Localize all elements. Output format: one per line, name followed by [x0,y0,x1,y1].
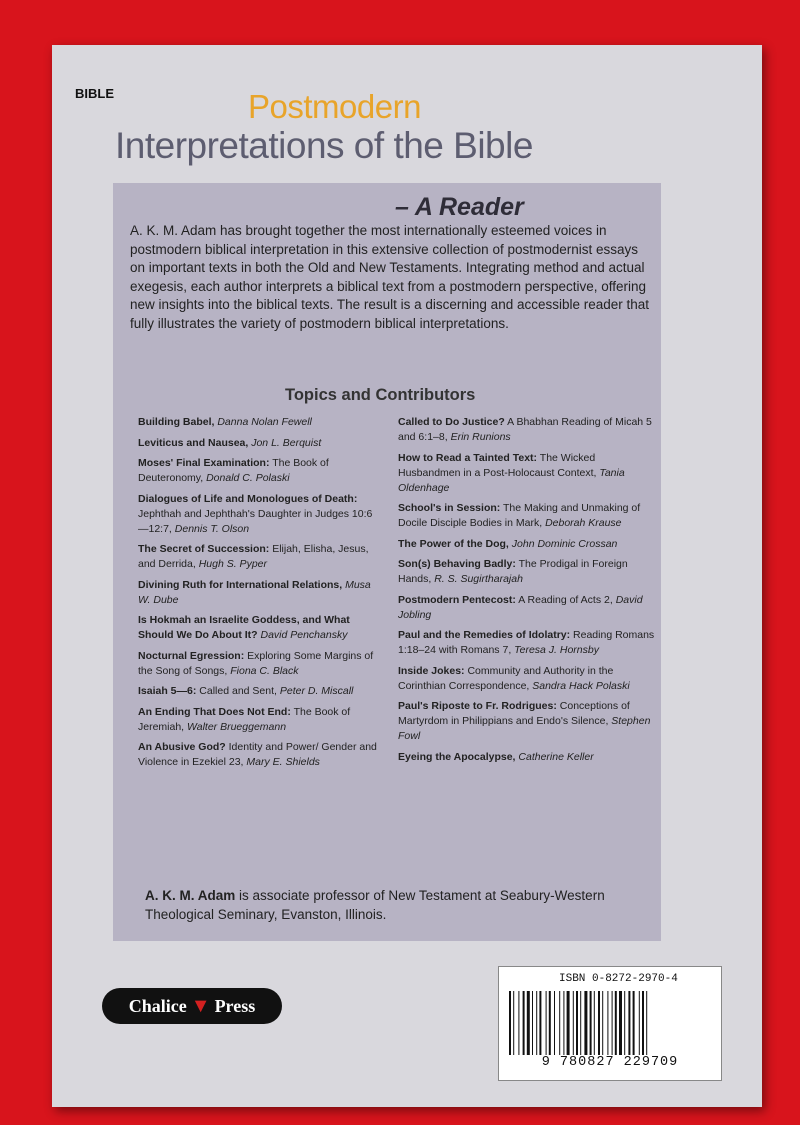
topic-title: How to Read a Tainted Text: [398,451,538,464]
topic-subtitle: A Reading of Acts 2, [518,593,613,606]
topic-entry [398,557,656,587]
topic-subtitle: Conceptions of Martyrdom in Philippians and Endo's Silence, [398,700,630,727]
topic-title: Called to Do Justice? [398,416,505,428]
about-author [145,886,655,924]
topic-title: Paul's Riposte to Fr. Rodrigues: [398,700,557,712]
topic-subtitle: Called and Sent, [199,685,277,697]
title-main: Interpretations of the Bible [115,125,533,166]
barcode-bar [573,991,574,1055]
topics-heading: Topics and Contributors [285,386,476,404]
topic-entry [138,740,378,770]
topic-entry [398,501,656,531]
contributor-name: Teresa J. Hornsby [514,644,599,656]
publisher-logo [102,988,282,1024]
book-description: A. K. M. Adam has brought together the most internationally esteemed voices in postmodern biblical interpretation in this extensive collection of postmodernist essays on important texts in both the Old and New Testaments. Integrating method and actual exegesis, each author interprets a biblical text from a postmodern perspective, offering new insights into the biblical texts. The result is a discerning and accessible reader that fully illustrates the variety of postmodern biblical interpretations. [130,223,650,331]
topic-subtitle: The Making and Unmaking of Docile Disciple Bodies in Mark, [398,502,641,529]
barcode-bar [615,991,617,1055]
topic-title: Leviticus and Nausea, [138,436,249,449]
barcode-bar [639,991,640,1055]
barcode-bar [546,991,547,1055]
chalice-icon: ▼ [190,994,211,1017]
barcode-bar [513,991,514,1055]
contributor-name: David Penchansky [260,629,348,641]
contributor-name: Walter Brueggemann [187,720,287,733]
topic-title: Eyeing the Apocalypse, [398,750,516,763]
topic-title: An Abusive God? [138,741,226,753]
topic-subtitle: Elijah, Elisha, Jesus, and Derrida, [138,543,369,570]
barcode-bar [584,991,587,1055]
barcode-bar [602,991,603,1055]
barcode-bar [567,991,570,1055]
topic-entry [138,684,378,699]
topic-subtitle: A Bhabhan Reading of Micah 5 and 6:1–8, [398,416,652,443]
topic-title: Nocturnal Egression: [138,649,245,662]
barcode-bar [539,991,541,1055]
topic-title: Building Babel, [138,416,215,428]
contributor-name: R. S. Sugirtharajah [434,573,523,585]
contributor-name: Musa W. Dube [138,578,371,606]
barcode-bar [576,991,578,1055]
barcode-bar [523,991,525,1055]
barcode-bar [646,991,647,1055]
topic-entry [138,436,378,451]
contributor-name: Erin Runions [450,431,511,443]
topic-entry [138,415,378,430]
topic-subtitle: Reading Romans 1:18–24 with Romans 7, [398,629,655,656]
contributor-name: Deborah Krause [545,517,622,529]
barcode-bar [619,991,622,1055]
topics-right-column [398,415,656,770]
topic-entry [138,649,378,679]
topic-title: Divining Ruth for International Relations, [138,578,343,591]
barcode-bar [536,991,537,1055]
topic-entry [138,613,378,643]
contributor-name: Jon L. Berquist [251,436,322,449]
barcode-bar [590,991,592,1055]
topic-entry [138,492,378,537]
topic-title: The Power of the Dog, [398,537,509,550]
barcode-bar [633,991,635,1055]
topic-title: Moses' Final Examination: [138,457,270,469]
title-postmodern: Postmodern [248,88,421,125]
topic-title: Inside Jokes: [398,664,465,677]
topic-entry [138,542,378,572]
isbn: ISBN 0-8272-2970-4 [559,973,678,985]
barcode-number: 9 780827 229709 [541,1055,679,1070]
topic-entry [398,628,656,658]
category-label: BIBLE [75,86,114,101]
contributor-name: Peter D. Miscall [279,685,354,697]
author-bio: is associate professor of New Testament at Seabury-Western Theological Seminary, Evanston, Illinois. [145,888,605,922]
contributor-name: Sandra Hack Polaski [532,679,630,692]
barcode-bar [527,991,530,1055]
topic-title: The Secret of Succession: [138,543,270,555]
barcode-bars [507,991,713,1055]
contributor-name: Hugh S. Pyper [198,558,267,570]
topic-entry [398,537,656,552]
publisher-name-right: Press [214,995,256,1016]
barcode-bar [628,991,630,1055]
topic-entry [398,593,656,623]
topic-title: Is Hokmah an Israelite Goddess, and What Should We Do About It? [138,614,350,641]
topic-title: Dialogues of Life and Monologues of Death: [138,492,358,505]
contributor-name: Danna Nolan Fewell [217,416,312,428]
topic-entry [398,699,656,744]
barcode-bar [624,991,625,1055]
barcode-bar [580,991,581,1055]
topic-title: Postmodern Pentecost: [398,593,516,606]
barcode-bar [612,991,613,1055]
topic-subtitle: The Wicked Husbandmen in a Post-Holocaust Context, [398,451,597,479]
publisher-name-left: Chalice [128,995,187,1016]
topic-entry [398,415,656,445]
topic-entry [398,451,656,496]
topic-subtitle: Exploring Some Margins of the Song of Songs, [138,649,374,677]
topic-entry [398,750,656,765]
contributor-name: John Dominic Crossan [511,537,618,550]
contributor-name: Catherine Keller [518,750,594,763]
barcode-bar [607,991,608,1055]
topic-subtitle: Jephthah and Jephthah's Daughter in Judges 10:6—12:7, [138,507,373,535]
barcode-bar [642,991,644,1055]
topic-subtitle: The Prodigal in Foreign Hands, [398,558,628,585]
contributor-name: Fiona C. Black [230,664,299,677]
contributor-name: Stephen Fowl [398,715,651,742]
contributor-name: Dennis T. Olson [174,522,250,535]
barcode-bar [554,991,555,1055]
barcode-bar [563,991,564,1055]
barcode-bar [549,991,551,1055]
author-name: A. K. M. Adam [145,888,236,903]
contributor-name: Donald C. Polaski [206,472,290,484]
topic-title: School's in Session: [398,502,501,514]
contributor-name: Mary E. Shields [246,756,320,768]
topic-entry [138,578,378,608]
topic-subtitle: Community and Authority in the Corinthian Correspondence, [398,664,614,692]
topic-entry [138,705,378,735]
barcode-bar [509,991,511,1055]
subtitle: – A Reader [395,193,524,221]
topic-title: An Ending That Does Not End: [138,705,291,718]
topic-subtitle: The Book of Jeremiah, [138,705,351,733]
contributor-name: Tania Oldenhage [398,466,625,494]
topics-left-column [138,415,378,776]
barcode-label [498,966,722,1081]
contributor-name: David Jobling [398,593,643,621]
topic-entry [398,664,656,694]
topic-title: Isaiah 5—6: [138,685,197,697]
barcode-bar [518,991,519,1055]
barcode-bar [598,991,600,1055]
barcode-bar [559,991,560,1055]
barcode-bar [532,991,533,1055]
topic-title: Paul and the Remedies of Idolatry: [398,629,571,641]
topic-subtitle: Identity and Power/ Gender and Violence in Ezekiel 23, [138,741,377,768]
topic-entry [138,456,378,486]
topic-subtitle: The Book of Deuteronomy, [138,457,329,484]
topic-title: Son(s) Behaving Badly: [398,558,516,570]
barcode-bar [594,991,595,1055]
